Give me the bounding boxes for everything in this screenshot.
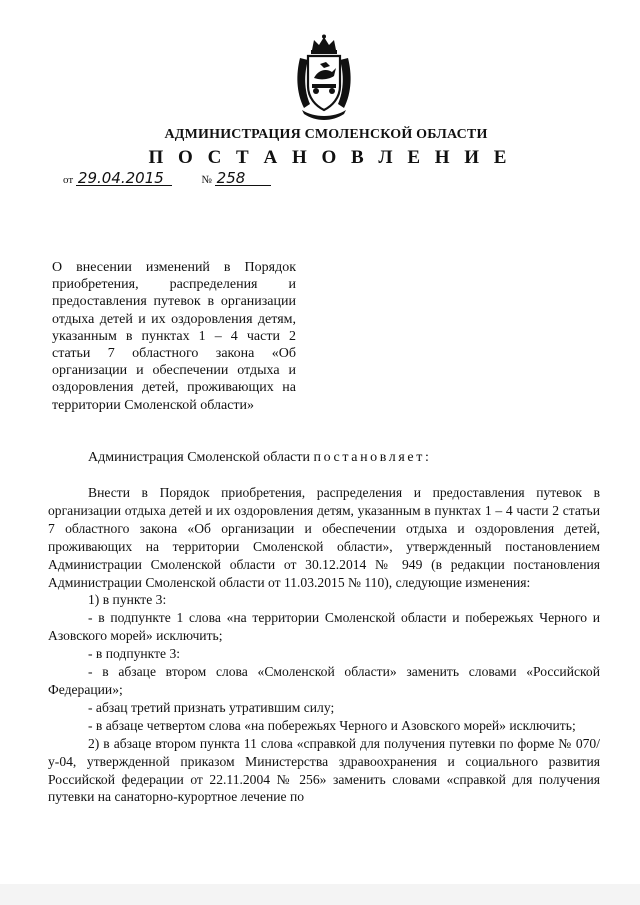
date-number-line xyxy=(63,171,271,186)
body-paragraph: - в подпункте 3: xyxy=(88,646,181,662)
body-paragraph: - в абзаце втором слова «Смоленской области» заменить словами «Российской Федерации»; xyxy=(48,664,600,697)
page-bottom-edge xyxy=(0,884,640,905)
body-paragraph: - в абзаце четвертом слова «на побережьях Черного и Азовского морей» исключить; xyxy=(88,717,576,733)
body-paragraph: 2) в абзаце втором пункта 11 слова «справкой для получения путевки по форме № 070/у-04, утвержденной приказом Министерства здравоохранения и социального развития Российской федерации от 22.11.2004 № 256» заменить словами «справкой для получения путевки на санаторно-курортное лечение по xyxy=(48,735,600,805)
preamble-lead: Администрация Смоленской области xyxy=(88,450,311,465)
document-subject: О внесении изменений в Порядок приобретения, распределения и предоставления путевок в организации отдыха детей и их оздоровления детям, указанным в пунктах 1 – 4 части 2 статьи 7 областного закона «Об организации и обеспечении отдыха и оздоровления детей, проживающих на территории Смоленской области» xyxy=(52,260,296,413)
organization-name: АДМИНИСТРАЦИЯ СМОЛЕНСКОЙ ОБЛАСТИ xyxy=(164,127,488,142)
date-label: от xyxy=(63,174,74,186)
document-type: П О С Т А Н О В Л Е Н И Е xyxy=(148,147,512,168)
number-label: № xyxy=(201,174,212,186)
body-paragraph: Внести в Порядок приобретения, распределения и предоставления путевок в организации отдыха детей и их оздоровления детям, указанным в пунктах 1 – 4 части 2 статьи 7 областного закона «Об организации и обеспечении отдыха и оздоровления детей, проживающих на территории Смоленской области», утвержденный постановлением Администрации Смоленской области от 30.12.2014 № 949 (в редакции постановления Администрации Смоленской области от 11.03.2015 № 110), следующие изменения: xyxy=(48,485,600,590)
document-body xyxy=(48,484,600,806)
coat-of-arms-icon xyxy=(292,34,356,120)
body-paragraph: 1) в пункте 3: xyxy=(88,592,167,608)
date-value: 29.04.2015 xyxy=(76,171,172,186)
number-value: 258 xyxy=(215,171,271,186)
preamble-verb: постановляет: xyxy=(313,450,432,465)
body-paragraph: - абзац третий признать утратившим силу; xyxy=(88,699,335,715)
body-paragraph: - в подпункте 1 слова «на территории Смоленской области и побережьях Черного и Азовского морей» исключить; xyxy=(48,610,600,644)
preamble xyxy=(88,450,431,466)
